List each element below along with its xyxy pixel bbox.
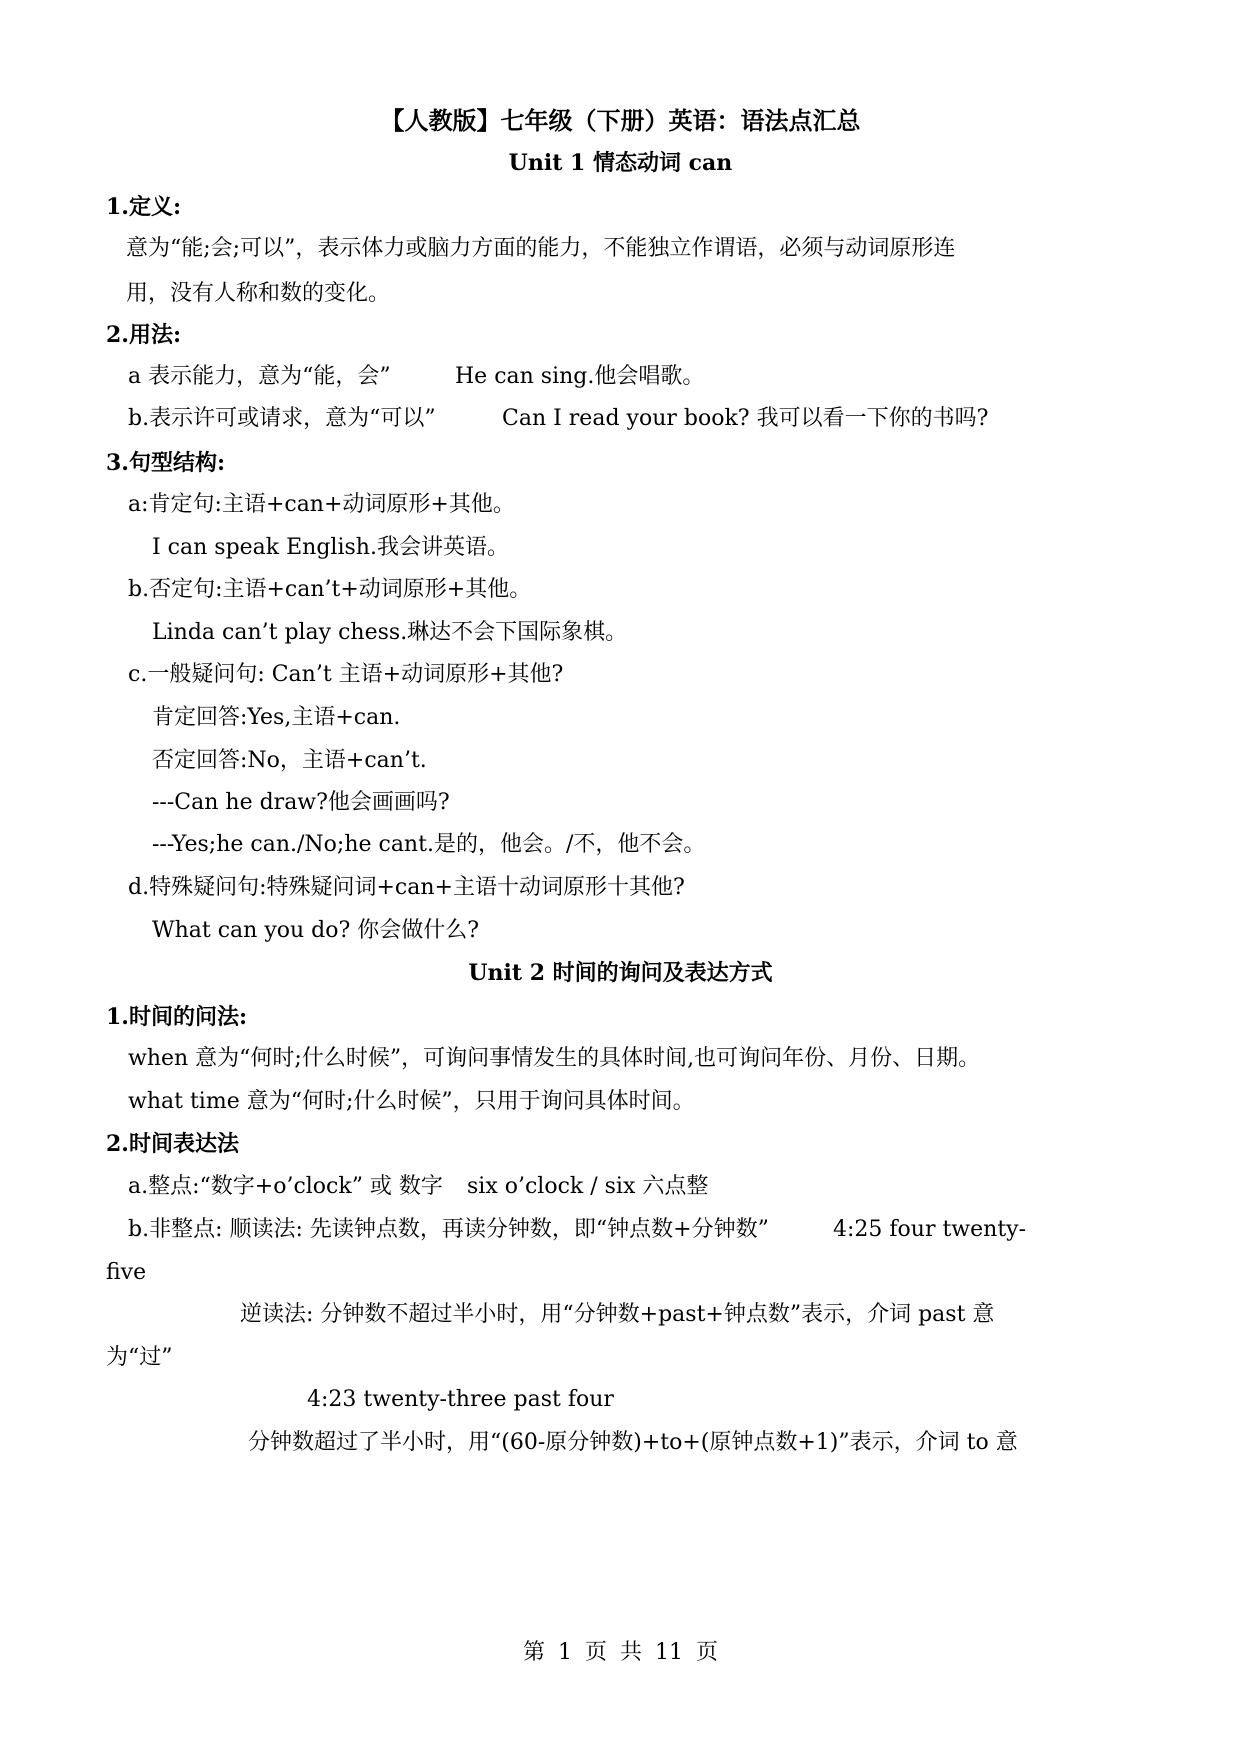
unit2-ask-heading: 1.时间的问法: — [106, 1004, 248, 1030]
unit2-express-a-example: six o’clock / six 六点整 — [467, 1174, 709, 1199]
unit2-express-b-continued: five — [106, 1260, 147, 1285]
unit2-reverse-line: 逆读法: 分钟数不超过半小时，用“分钟数+past+钟点数”表示，介词 past 意 — [240, 1302, 995, 1327]
unit1-definition-line2: 用，没有人称和数的变化。 — [126, 281, 391, 306]
unit1-definition-line1: 意为“能;会;可以”，表示体力或脑力方面的能力，不能独立作谓语，必须与动词原形连 — [126, 236, 956, 261]
unit1-structure-d-example: What can you do? 你会做什么? — [152, 918, 480, 943]
unit2-reverse-example: 4:23 twenty-three past four — [307, 1387, 614, 1412]
unit1-structure-c-yes: 肯定回答:Yes,主语+can. — [152, 705, 401, 730]
unit1-structure-c-example2: ---Yes;he can./No;he cant.是的，他会。/不，他不会。 — [152, 832, 706, 857]
unit2-whattime-line: what time 意为“何时;什么时候”，只用于询问具体时间。 — [128, 1089, 695, 1114]
unit2-express-b: b.非整点: 顺读法: 先读钟点数，再读分钟数，即“钟点数+分钟数” — [128, 1217, 769, 1242]
unit1-structure-a: a:肯定句:主语+can+动词原形+其他。 — [128, 492, 515, 517]
unit1-structure-d: d.特殊疑问句:特殊疑问词+can+主语十动词原形十其他? — [128, 875, 685, 900]
unit1-structure-c: c.一般疑问句: Can’t 主语+动词原形+其他? — [128, 662, 564, 687]
unit2-over-half-line: 分钟数超过了半小时，用“(60-原分钟数)+to+(原钟点数+1)”表示，介词 to 意 — [248, 1430, 1018, 1455]
unit1-heading: Unit 1 情态动词 can — [508, 150, 733, 176]
unit2-reverse-continued: 为“过” — [106, 1345, 173, 1370]
unit2-express-a: a.整点:“数字+o’clock” 或 数字 — [128, 1174, 443, 1199]
unit1-structure-heading: 3.句型结构: — [106, 450, 226, 476]
unit1-structure-b: b.否定句:主语+can’t+动词原形+其他。 — [128, 577, 532, 602]
unit2-heading: Unit 2 时间的询问及表达方式 — [468, 960, 773, 986]
unit2-when-line: when 意为“何时;什么时候”，可询问事情发生的具体时间,也可询问年份、月份、日期。 — [128, 1046, 981, 1071]
unit1-usage-a: a 表示能力，意为“能，会” — [128, 364, 391, 389]
page-footer: 第 1 页 共 11 页 — [523, 1640, 718, 1665]
unit1-usage-b: b.表示许可或请求，意为“可以” — [128, 406, 436, 431]
document-title: 【人教版】七年级（下册）英语：语法点汇总 — [380, 106, 861, 135]
unit2-express-b-example: 4:25 four twenty- — [833, 1217, 1027, 1242]
unit2-express-heading: 2.时间表达法 — [106, 1131, 239, 1157]
unit1-usage-heading: 2.用法: — [106, 322, 182, 348]
unit1-definition-heading: 1.定义: — [106, 194, 182, 220]
unit1-usage-b-example: Can I read your book? 我可以看一下你的书吗? — [502, 406, 989, 431]
unit1-structure-b-example: Linda can’t play chess.琳达不会下国际象棋。 — [152, 620, 628, 645]
unit1-structure-c-no: 否定回答:No，主语+can’t. — [152, 748, 427, 773]
unit1-usage-a-example: He can sing.他会唱歌。 — [455, 364, 705, 389]
unit1-structure-a-example: I can speak English.我会讲英语。 — [152, 535, 509, 560]
unit1-structure-c-example1: ---Can he draw?他会画画吗? — [152, 790, 450, 815]
